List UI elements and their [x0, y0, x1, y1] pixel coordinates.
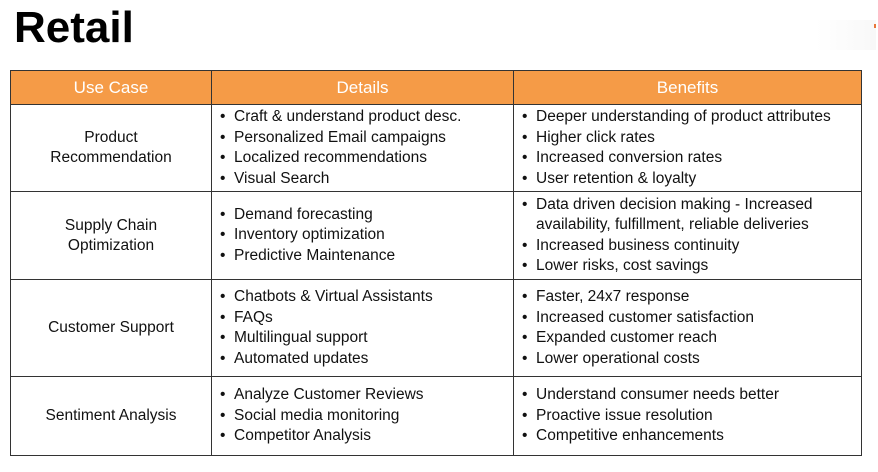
details-list	[212, 287, 513, 369]
list-item: • Lower risks, cost savings	[522, 256, 861, 277]
use-case-label: Supply Chain	[64, 216, 158, 234]
list-item: • Faster, 24x7 response	[522, 287, 861, 308]
use-case-label: Customer Support	[48, 319, 174, 336]
benefits-cell	[514, 105, 862, 192]
list-item: • Expanded customer reach	[522, 328, 861, 349]
benefits-list	[514, 287, 861, 369]
use-case-cell	[11, 280, 212, 377]
table-header-row	[11, 71, 862, 105]
details-cell	[212, 280, 514, 377]
list-item: • Higher click rates	[522, 128, 861, 149]
list-item: • Localized recommendations	[220, 148, 513, 169]
header-benefits: Benefits	[514, 71, 862, 105]
table-row	[11, 280, 862, 377]
list-item: • Chatbots & Virtual Assistants	[220, 287, 513, 308]
header-details: Details	[212, 71, 514, 105]
table-row	[11, 377, 862, 456]
list-item: • Data driven decision making - Increased availability, fulfillment, reliable deliveries	[522, 195, 861, 236]
details-cell	[212, 377, 514, 456]
details-list	[212, 385, 513, 447]
use-case-cell	[11, 105, 212, 192]
list-item: • Personalized Email campaigns	[220, 128, 513, 149]
list-item: • Visual Search	[220, 169, 513, 190]
details-cell	[212, 105, 514, 192]
benefits-list	[514, 195, 861, 277]
list-item: • Social media monitoring	[220, 406, 513, 427]
slide-title: Retail	[14, 3, 134, 52]
list-item: • Understand consumer needs better	[522, 385, 861, 406]
use-case-label: Optimization	[67, 236, 155, 254]
benefits-list	[514, 107, 861, 189]
use-case-cell	[11, 377, 212, 456]
list-item: • Craft & understand product desc.	[220, 107, 513, 128]
list-item: • Increased conversion rates	[522, 148, 861, 169]
use-case-label: Sentiment Analysis	[45, 407, 177, 424]
list-item: • User retention & loyalty	[522, 169, 861, 190]
use-case-cell	[11, 192, 212, 280]
list-item: • Increased business continuity	[522, 236, 861, 257]
list-item: • Multilingual support	[220, 328, 513, 349]
list-item: • Lower operational costs	[522, 349, 861, 370]
use-case-label: Product	[84, 129, 138, 146]
list-item: • Automated updates	[220, 349, 513, 370]
list-item: • Competitive enhancements	[522, 426, 861, 447]
table-row	[11, 192, 862, 280]
list-item: • Increased customer satisfaction	[522, 308, 861, 329]
list-item: • Deeper understanding of product attributes	[522, 107, 861, 128]
benefits-cell	[514, 280, 862, 377]
table-row	[11, 105, 862, 192]
details-cell	[212, 192, 514, 280]
header-use-case: Use Case	[11, 71, 212, 105]
corner-decoration	[816, 20, 876, 50]
list-item: • FAQs	[220, 308, 513, 329]
details-list	[212, 107, 513, 189]
benefits-cell	[514, 192, 862, 280]
list-item: • Inventory optimization	[220, 225, 513, 246]
benefits-list	[514, 385, 861, 447]
list-item: • Competitor Analysis	[220, 426, 513, 447]
details-list	[212, 205, 513, 267]
use-case-label: Recommendation	[50, 149, 172, 166]
retail-use-case-table	[10, 70, 862, 456]
list-item: • Proactive issue resolution	[522, 406, 861, 427]
list-item: • Analyze Customer Reviews	[220, 385, 513, 406]
benefits-cell	[514, 377, 862, 456]
list-item: • Demand forecasting	[220, 205, 513, 226]
list-item: • Predictive Maintenance	[220, 246, 513, 267]
